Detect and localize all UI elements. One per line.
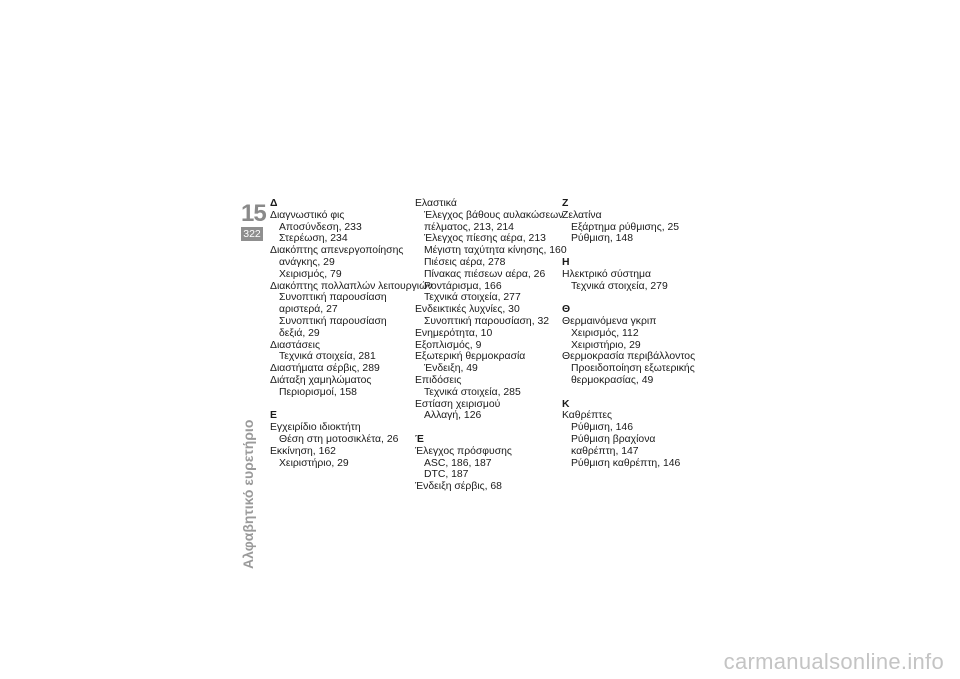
index-subentry: Θέση στη μοτοσικλέτα, 26 <box>279 433 399 445</box>
index-subentry: ανάγκης, 29 <box>279 256 335 268</box>
index-subentry: αριστερά, 27 <box>279 304 338 316</box>
index-subentry: Χειρισμός, 79 <box>279 268 342 280</box>
index-subentry: Συνοπτική παρουσίαση, 32 <box>424 315 550 327</box>
index-subentry: ASC, 186, 187 <box>424 457 492 469</box>
section-letter: Η <box>562 256 570 268</box>
page-number: 322 <box>241 227 263 241</box>
index-subentry: Στερέωση, 234 <box>279 233 348 245</box>
index-subentry: Χειριστήριο, 29 <box>571 339 641 351</box>
section-letter: Ζ <box>562 198 569 209</box>
index-entry: Διακόπτης πολλαπλών λειτουργιών <box>270 280 433 292</box>
index-subentry: Αποσύνδεση, 233 <box>279 221 362 233</box>
index-subentry: Αλλαγή, 126 <box>424 410 482 422</box>
section-letter: Δ <box>270 198 278 209</box>
index-subentry: Συνοπτική παρουσίαση <box>279 315 387 327</box>
index-entry: Ζελατίνα <box>562 209 602 221</box>
index-subentry: θερμοκρασίας, 49 <box>571 374 654 386</box>
index-subentry: Χειριστήριο, 29 <box>279 457 349 469</box>
index-entry: Θερμαινόμενα γκριπ <box>562 315 657 327</box>
index-subentry: Ρύθμιση καθρέπτη, 146 <box>571 457 681 469</box>
index-entry: Διάταξη χαμηλώματος <box>270 374 372 386</box>
index-column-3 <box>562 198 712 469</box>
index-entry: Εγχειρίδιο ιδιοκτήτη <box>270 422 361 434</box>
index-entry: Εξωτερική θερμοκρασία <box>415 351 526 363</box>
index-subentry: Τεχνικά στοιχεία, 279 <box>571 280 668 292</box>
index-entry: Εξοπλισμός, 9 <box>415 339 482 351</box>
watermark: carmanualsonline.info <box>723 649 944 674</box>
index-subentry: Τεχνικά στοιχεία, 285 <box>424 386 521 398</box>
index-entry: Διαστάσεις <box>270 339 320 351</box>
section-letter: Κ <box>562 398 570 410</box>
index-entry: Θερμοκρασία περιβάλλοντος <box>562 351 696 363</box>
index-subentry: Μέγιστη ταχύτητα κίνησης, 160 <box>424 245 567 257</box>
index-subentry: Ένδειξη, 49 <box>424 363 478 375</box>
index-subentry: πέλματος, 213, 214 <box>424 221 514 233</box>
index-entry: Διαγνωστικό φις <box>270 209 345 221</box>
section-letter: Ε <box>270 410 277 422</box>
index-entry: Ένδειξη σέρβις, 68 <box>415 481 502 493</box>
index-subentry: καθρέπτη, 147 <box>571 445 639 457</box>
index-subentry: Προειδοποίηση εξωτερικής <box>571 363 695 375</box>
index-subentry: Ρύθμιση βραχίονα <box>571 433 656 445</box>
index-subentry: δεξιά, 29 <box>279 327 320 339</box>
index-subentry: Τεχνικά στοιχεία, 281 <box>279 351 376 363</box>
index-entry: Ενδεικτικές λυχνίες, 30 <box>415 304 520 316</box>
index-subentry: Ρύθμιση, 148 <box>571 233 633 245</box>
index-entry: Ενημερότητα, 10 <box>415 327 493 339</box>
index-entry: Διαστήματα σέρβις, 289 <box>270 363 380 375</box>
index-entry: Διακόπτης απενεργοποίησης <box>270 245 404 257</box>
index-subentry: Πιέσεις αέρα, 278 <box>424 256 506 268</box>
section-letter: Θ <box>562 304 571 316</box>
index-subentry: Έλεγχος βάθους αυλακώσεων <box>424 209 564 221</box>
index-subentry: Πίνακας πιέσεων αέρα, 26 <box>424 268 546 280</box>
index-subentry: Ροντάρισμα, 166 <box>424 280 502 292</box>
index-column-2 <box>415 198 565 493</box>
index-subentry: Εξάρτημα ρύθμισης, 25 <box>571 221 680 233</box>
index-entry: Καθρέπτες <box>562 410 613 422</box>
index-subentry: Έλεγχος πίεσης αέρα, 213 <box>424 233 546 245</box>
index-entry: Ελαστικά <box>415 198 457 209</box>
index-subentry: DTC, 187 <box>424 469 469 481</box>
index-subentry: Χειρισμός, 112 <box>571 327 639 339</box>
section-letter: Έ <box>415 433 424 445</box>
side-title <box>240 419 260 569</box>
index-subentry: Τεχνικά στοιχεία, 277 <box>424 292 521 304</box>
index-entry: Έλεγχος πρόσφυσης <box>415 445 512 457</box>
index-entry: Επιδόσεις <box>415 374 462 386</box>
index-entry: Εστίαση χειρισμού <box>415 398 501 410</box>
index-subentry: Περιορισμοί, 158 <box>279 386 357 398</box>
chapter-tab <box>241 200 266 241</box>
index-subentry: Ρύθμιση, 146 <box>571 422 633 434</box>
index-column-1 <box>270 198 433 469</box>
index-subentry: Συνοπτική παρουσίαση <box>279 292 387 304</box>
index-entry: Εκκίνηση, 162 <box>270 445 336 457</box>
side-title-text: Αλφαβητικό ευρετήριο <box>240 419 256 569</box>
chapter-number: 15 <box>241 200 266 227</box>
index-entry: Ηλεκτρικό σύστημα <box>562 268 651 280</box>
